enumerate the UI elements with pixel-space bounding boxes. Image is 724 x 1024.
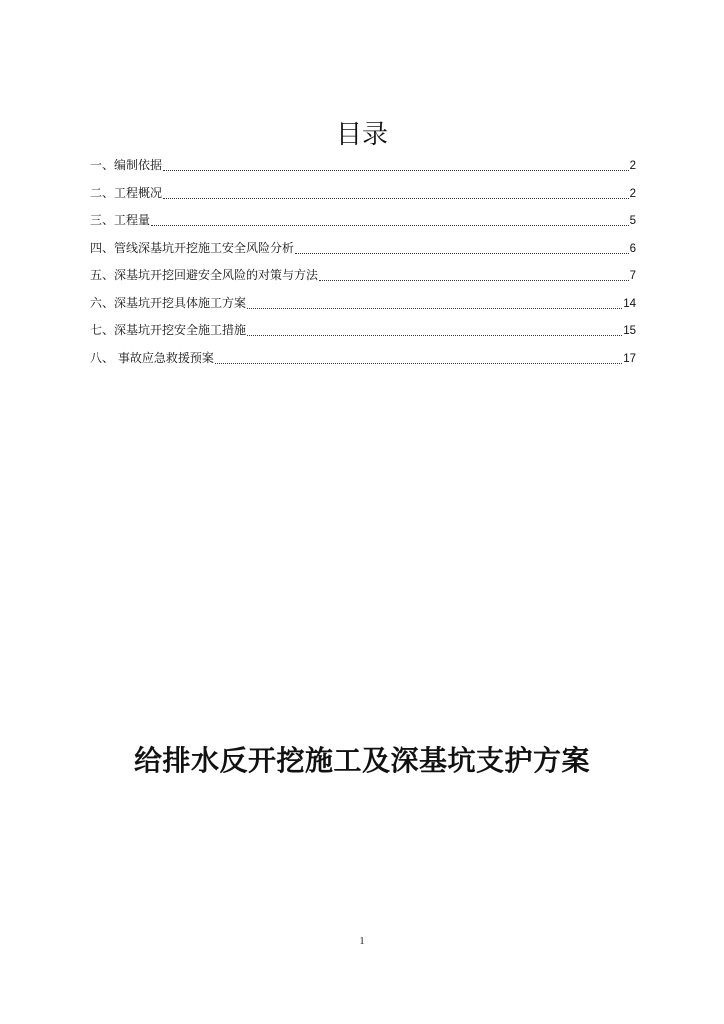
toc-entry-label: 三、工程量: [90, 213, 151, 227]
document-title: 给排水反开挖施工及深基坑支护方案: [133, 744, 590, 778]
toc-entry-page: 14: [623, 297, 636, 310]
toc-leader-dots: [319, 280, 629, 281]
toc-entry[interactable]: [90, 317, 636, 345]
toc-entry-page: 7: [629, 270, 636, 282]
toc-list: [90, 152, 636, 372]
toc-entry[interactable]: [90, 235, 636, 263]
toc-leader-dots: [151, 225, 629, 226]
toc-entry-page: 5: [629, 215, 636, 227]
toc-leader-dots: [163, 170, 629, 171]
toc-entry[interactable]: [90, 290, 636, 318]
toc-entry-label: 五、深基坑开挖回避安全风险的对策与方法: [90, 268, 319, 282]
toc-entry-page: 2: [629, 160, 636, 172]
toc-entry-label: 一、编制依据: [90, 158, 163, 172]
toc-entry-page: 6: [629, 242, 636, 255]
toc-entry[interactable]: [90, 207, 636, 235]
toc-title: 目录: [335, 120, 388, 151]
toc-entry-label: 四、管线深基坑开挖施工安全风险分析: [90, 240, 295, 255]
toc-entry[interactable]: [90, 345, 636, 373]
toc-entry-page: 2: [629, 187, 636, 200]
toc-entry-label: 八、 事故应急救援预案: [90, 350, 214, 365]
toc-entry-page: 17: [623, 352, 636, 365]
toc-leader-dots: [247, 308, 622, 309]
toc-leader-dots: [247, 335, 622, 336]
page-number: 1: [359, 936, 365, 947]
toc-leader-dots: [295, 253, 629, 254]
toc-entry-page: 15: [623, 325, 636, 337]
toc-entry-label: 七、深基坑开挖安全施工措施: [90, 323, 247, 337]
toc-entry[interactable]: [90, 180, 636, 208]
toc-entry[interactable]: [90, 262, 636, 290]
toc-entry[interactable]: [90, 152, 636, 180]
toc-leader-dots: [163, 198, 629, 199]
toc-entry-label: 二、工程概况: [90, 185, 163, 200]
toc-leader-dots: [215, 363, 622, 364]
toc-entry-label: 六、深基坑开挖具体施工方案: [90, 295, 247, 310]
